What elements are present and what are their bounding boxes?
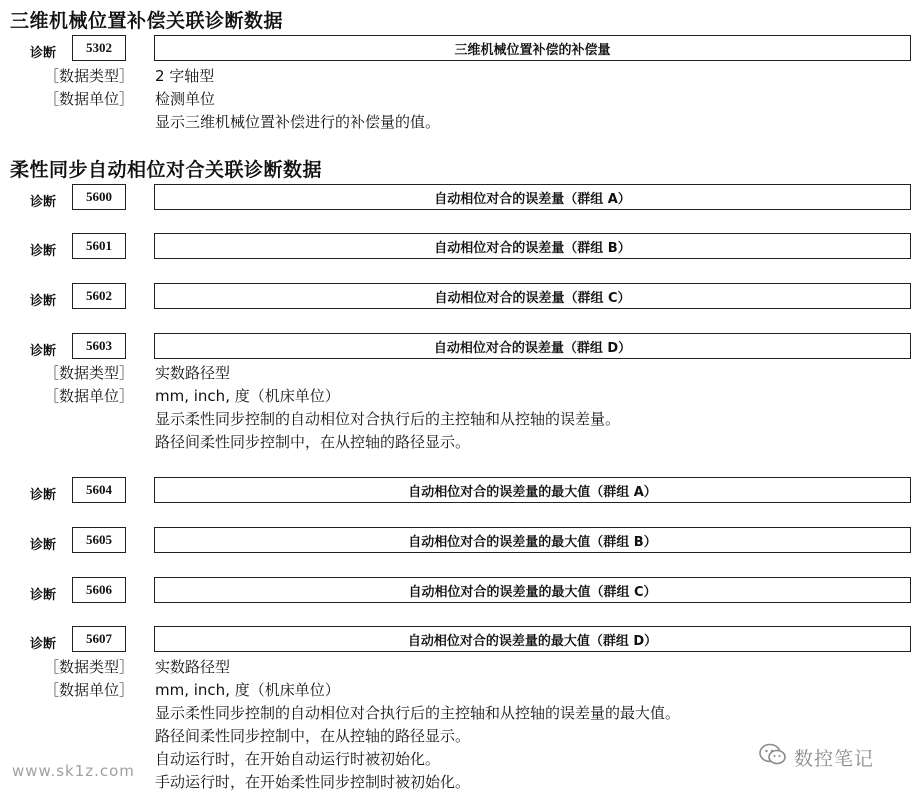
data-type-value: 2 字轴型: [155, 67, 215, 85]
diag-label: 诊断: [30, 637, 57, 652]
diag-number: 5601: [72, 233, 126, 259]
diag-name: 三维机械位置补偿的补偿量: [154, 35, 911, 61]
section-title-3d-compensation: 三维机械位置补偿关联诊断数据: [10, 10, 284, 32]
diag-label: 诊断: [30, 195, 57, 210]
diag-number: 5602: [72, 283, 126, 309]
diag-label: 诊断: [30, 488, 57, 503]
diag-number: 5302: [72, 35, 126, 61]
diag-label: 诊断: [30, 538, 57, 553]
data-type-value: 实数路径型: [155, 364, 231, 382]
diag-name: 自动相位对合的误差量的最大值（群组 C）: [154, 577, 911, 603]
diag-label: 诊断: [30, 46, 57, 61]
description-line: 显示柔性同步控制的自动相位对合执行后的主控轴和从控轴的误差量。: [155, 410, 621, 428]
description-line: 路径间柔性同步控制中，在从控轴的路径显示。: [155, 727, 471, 745]
data-type-value: 实数路径型: [155, 658, 231, 676]
data-type-label: ［数据类型］: [44, 364, 135, 382]
description-line: 手动运行时，在开始柔性同步控制时被初始化。: [155, 773, 471, 791]
data-unit-value: mm, inch, 度（机床单位）: [155, 681, 340, 699]
diag-label: 诊断: [30, 244, 57, 259]
diag-row: [0, 333, 916, 363]
diag-number: 5603: [72, 333, 126, 359]
watermark-brand: [758, 742, 874, 772]
diag-row: [0, 527, 916, 557]
diag-row: [0, 233, 916, 263]
diag-label: 诊断: [30, 588, 57, 603]
description-line: 自动运行时，在开始自动运行时被初始化。: [155, 750, 441, 768]
data-unit-value: mm, inch, 度（机床单位）: [155, 387, 340, 405]
diag-label: 诊断: [30, 344, 57, 359]
description-line: 路径间柔性同步控制中，在从控轴的路径显示。: [155, 433, 471, 451]
diag-number: 5607: [72, 626, 126, 652]
diag-number: 5600: [72, 184, 126, 210]
data-unit-label: ［数据单位］: [44, 90, 135, 108]
diag-row: [0, 577, 916, 607]
section-title-flexible-sync: 柔性同步自动相位对合关联诊断数据: [10, 159, 323, 181]
data-unit-label: ［数据单位］: [44, 681, 135, 699]
description-line: 显示三维机械位置补偿进行的补偿量的值。: [155, 113, 441, 131]
data-type-label: ［数据类型］: [44, 658, 135, 676]
diag-row: [0, 626, 916, 656]
diag-number: 5606: [72, 577, 126, 603]
diag-row: [0, 35, 916, 65]
watermark-brand-text: 数控笔记: [794, 747, 875, 770]
watermark-site: www.sk1z.com: [12, 762, 135, 780]
diag-name: 自动相位对合的误差量的最大值（群组 B）: [154, 527, 911, 553]
description-line: 显示柔性同步控制的自动相位对合执行后的主控轴和从控轴的误差量的最大值。: [155, 704, 681, 722]
wechat-icon: [758, 742, 788, 772]
diag-row: [0, 283, 916, 313]
diag-number: 5605: [72, 527, 126, 553]
data-type-label: ［数据类型］: [44, 67, 135, 85]
data-unit-value: 检测单位: [155, 90, 216, 108]
diag-number: 5604: [72, 477, 126, 503]
diag-name: 自动相位对合的误差量的最大值（群组 A）: [154, 477, 911, 503]
diag-row: [0, 184, 916, 214]
diag-name: 自动相位对合的误差量（群组 B）: [154, 233, 911, 259]
diag-label: 诊断: [30, 294, 57, 309]
diag-name: 自动相位对合的误差量（群组 D）: [154, 333, 911, 359]
diag-name: 自动相位对合的误差量（群组 C）: [154, 283, 911, 309]
diag-name: 自动相位对合的误差量的最大值（群组 D）: [154, 626, 911, 652]
diag-name: 自动相位对合的误差量（群组 A）: [154, 184, 911, 210]
data-unit-label: ［数据单位］: [44, 387, 135, 405]
diag-row: [0, 477, 916, 507]
